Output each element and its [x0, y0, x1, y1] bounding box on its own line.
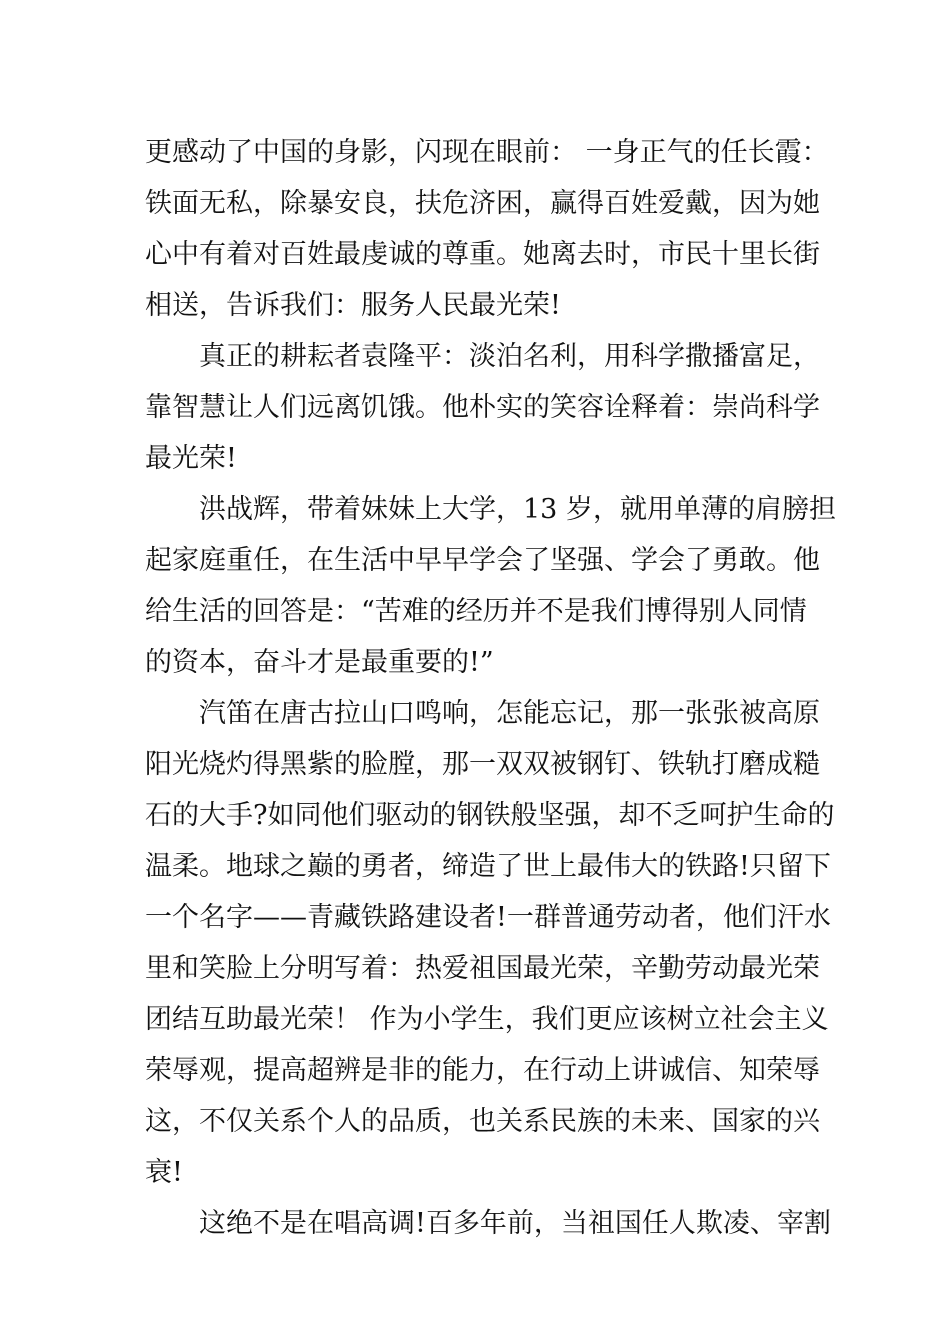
text-line-15: 温柔。地球之巅的勇者，缔造了世上最伟大的铁路!只留下: [145, 851, 831, 882]
text-line-6: 靠智慧让人们远离饥饿。他朴实的笑容诠释着：崇尚科学: [145, 392, 820, 423]
text-line-7: 最光荣!: [145, 443, 237, 474]
text-line-22: 这绝不是在唱高调!百多年前，当祖国任人欺凌、宰割: [199, 1208, 831, 1239]
text-line-12: 汽笛在唐古拉山口鸣响，怎能忘记，那一张张被高原: [199, 698, 820, 729]
text-line-19: 荣辱观，提高超辨是非的能力，在行动上讲诚信、知荣辱: [145, 1055, 820, 1086]
text-line-18: 团结互助最光荣！ 作为小学生，我们更应该树立社会主义: [145, 1004, 829, 1035]
text-line-4: 相送，告诉我们：服务人民最光荣!: [145, 290, 561, 321]
document-body: [145, 127, 836, 1249]
text-line-1: 更感动了中国的身影，闪现在眼前： 一身正气的任长霞：: [145, 137, 829, 168]
text-line-3: 心中有着对百姓最虔诚的尊重。她离去时，市民十里长街: [145, 239, 820, 270]
text-line-17: 里和笑脸上分明写着：热爱祖国最光荣，辛勤劳动最光荣: [145, 953, 820, 984]
text-line-10: 给生活的回答是：“苦难的经历并不是我们博得别人同情: [145, 596, 807, 627]
text-line-14: 石的大手?如同他们驱动的钢铁般坚强，却不乏呵护生命的: [145, 800, 835, 831]
text-line-8: 洪战辉，带着妹妹上大学，13 岁，就用单薄的肩膀担: [199, 494, 836, 525]
text-line-21: 衰!: [145, 1157, 183, 1188]
text-line-16: 一个名字——青藏铁路建设者!一群普通劳动者，他们汗水: [145, 902, 831, 933]
text-line-20: 这，不仅关系个人的品质，也关系民族的未来、国家的兴: [145, 1106, 820, 1137]
text-line-5: 真正的耕耘者袁隆平：淡泊名利，用科学撒播富足，: [199, 341, 820, 372]
text-line-2: 铁面无私，除暴安良，扶危济困，赢得百姓爱戴，因为她: [145, 188, 820, 219]
text-line-13: 阳光烧灼得黑紫的脸膛，那一双双被钢钉、铁轨打磨成糙: [145, 749, 820, 780]
text-line-9: 起家庭重任，在生活中早早学会了坚强、学会了勇敢。他: [145, 545, 820, 576]
text-line-11: 的资本，奋斗才是最重要的!”: [145, 647, 494, 678]
